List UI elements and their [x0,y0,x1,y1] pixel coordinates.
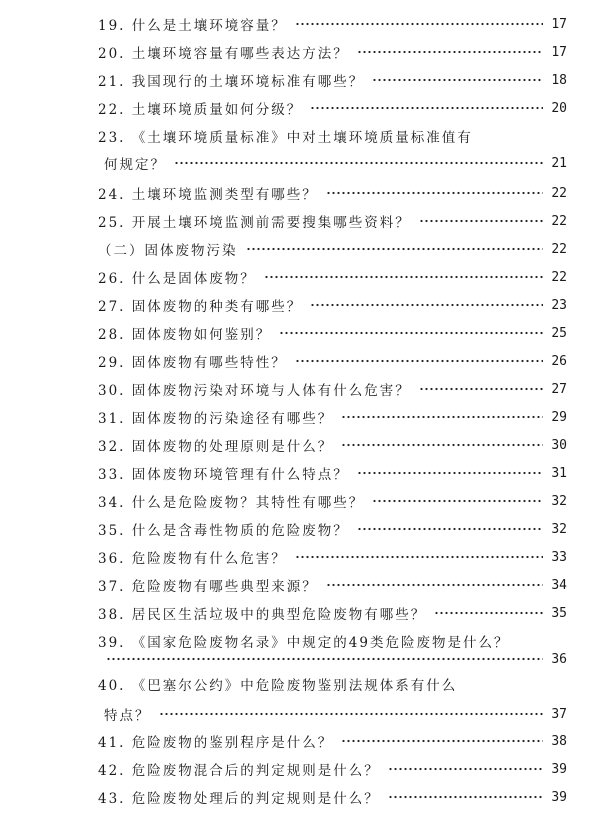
toc-entry[interactable] [98,574,567,596]
toc-entry-text: 23. 《土壤环境质量标准》中对土壤环境质量标准值有 [98,130,473,146]
toc-page-number: 34 [551,577,567,593]
toc-entry-heading[interactable] [98,125,473,147]
toc-page-number: 17 [551,16,567,32]
dot-leader [295,552,543,562]
toc-entry[interactable] [98,13,567,35]
dot-leader [310,103,543,113]
toc-entry[interactable] [98,322,567,344]
toc-entry-text: 21. 我国现行的土壤环境标准有哪些？ [98,74,365,90]
toc-entry[interactable] [98,182,567,204]
toc-page-number: 18 [551,72,567,88]
toc-page-number: 22 [551,269,567,285]
dot-leader [106,654,543,664]
toc-page-number: 31 [551,465,567,481]
toc-page-number: 33 [551,549,567,565]
toc-entry[interactable] [98,97,567,119]
toc-page-number: 22 [551,241,567,257]
toc-entry[interactable] [98,786,567,808]
dot-leader [174,158,543,168]
toc-page-number: 36 [551,651,567,667]
toc-entry[interactable] [104,152,567,174]
toc-page-number: 39 [551,789,567,805]
dot-leader [388,792,543,802]
toc-page-number: 35 [551,605,567,621]
toc-entry[interactable] [98,294,567,316]
dot-leader [357,524,543,534]
dot-leader [388,764,543,774]
dot-leader [264,272,543,282]
toc-entry-text: 32. 固体废物的处理原则是什么？ [98,439,334,455]
toc-entry[interactable] [98,266,567,288]
toc-entry[interactable] [98,518,567,540]
dot-leader [419,384,543,394]
toc-entry[interactable] [98,378,567,400]
toc-entry-text: 30. 固体废物污染对环境与人体有什么危害？ [98,383,411,399]
dot-leader [372,496,543,506]
dot-leader [326,580,543,590]
toc-page-number: 26 [551,353,567,369]
toc-entry-text: 25. 开展土壤环境监测前需要搜集哪些资料？ [98,215,411,231]
toc-entry[interactable] [98,210,567,232]
toc-entry[interactable] [98,462,567,484]
toc-page-number: 21 [551,155,567,171]
dot-leader [341,736,543,746]
dot-leader [341,412,543,422]
toc-entry[interactable] [98,602,567,624]
toc-page-number: 22 [551,185,567,201]
toc-entry[interactable] [98,434,567,456]
toc-entry[interactable] [98,730,567,752]
toc-entry[interactable] [98,546,567,568]
toc-entry-text: 28. 固体废物如何鉴别？ [98,327,272,343]
toc-entry-text: 40. 《巴塞尔公约》中危险废物鉴别法规体系有什么 [98,678,458,694]
toc-entry-text: 39. 《国家危险废物名录》中规定的49类危险废物是什么？ [98,635,510,651]
dot-leader [357,468,543,478]
toc-entry-text: 34. 什么是危险废物？其特性有哪些？ [98,495,365,511]
toc-entry-text: 31. 固体废物的污染途径有哪些？ [98,411,334,427]
toc-entry-text: （二）固体废物污染 [98,243,238,259]
toc-entry[interactable] [98,758,567,780]
toc-entry[interactable] [98,406,567,428]
toc-entry-text: 22. 土壤环境质量如何分级？ [98,102,303,118]
toc-entry-text: 37. 危险废物有哪些典型来源？ [98,579,318,595]
toc-entry-text: 42. 危险废物混合后的判定规则是什么？ [98,763,380,779]
toc-page-number: 39 [551,761,567,777]
toc-page-number: 32 [551,521,567,537]
dot-leader [357,47,543,57]
toc-entry-text: 36. 危险废物有什么危害？ [98,551,287,567]
toc-entry-text: 35. 什么是含毒性物质的危险废物？ [98,523,349,539]
toc-page-number: 38 [551,733,567,749]
dot-leader [246,244,544,254]
toc-page-number: 32 [551,493,567,509]
toc-entry-text: 41. 危险废物的鉴别程序是什么？ [98,735,334,751]
toc-entry[interactable] [98,350,567,372]
toc-entry-text: 24. 土壤环境监测类型有哪些？ [98,187,318,203]
dot-leader [372,75,543,85]
toc-entry[interactable] [98,238,567,260]
toc-entry[interactable] [98,648,567,670]
toc-page-number: 23 [551,297,567,313]
toc-page-number: 25 [551,325,567,341]
toc-page-number: 27 [551,381,567,397]
dot-leader [310,300,543,310]
dot-leader [295,356,543,366]
toc-page-number: 37 [551,706,567,722]
dot-leader [279,328,543,338]
toc-entry-text: 26. 什么是固体废物？ [98,271,256,287]
toc-entry-continuation: 特点？ [104,708,151,724]
dot-leader [326,188,543,198]
toc-entry-heading[interactable] [98,673,457,695]
toc-entry-text: 19. 什么是土壤环境容量？ [98,18,287,34]
dot-leader [434,608,543,618]
dot-leader [341,440,543,450]
toc-page-number: 22 [551,213,567,229]
toc-entry-text: 20. 土壤环境容量有哪些表达方法？ [98,46,349,62]
dot-leader [159,709,544,719]
toc-entry-text: 38. 居民区生活垃圾中的典型危险废物有哪些？ [98,607,427,623]
toc-entry[interactable] [98,490,567,512]
toc-page-number: 30 [551,437,567,453]
toc-entry[interactable] [104,703,567,725]
toc-entry-text: 33. 固体废物环境管理有什么特点？ [98,467,349,483]
dot-leader [419,216,543,226]
toc-page-number: 29 [551,409,567,425]
toc-entry[interactable] [98,69,567,91]
toc-page-number: 20 [551,100,567,116]
toc-entry-text: 43. 危险废物处理后的判定规则是什么？ [98,791,380,807]
dot-leader [295,19,543,29]
toc-entry[interactable] [98,41,567,63]
toc-entry-text: 27. 固体废物的种类有哪些？ [98,299,303,315]
toc-page-number: 17 [551,44,567,60]
toc-entry-continuation: 何规定？ [104,157,166,173]
toc-entry-text: 29. 固体废物有哪些特性？ [98,355,287,371]
